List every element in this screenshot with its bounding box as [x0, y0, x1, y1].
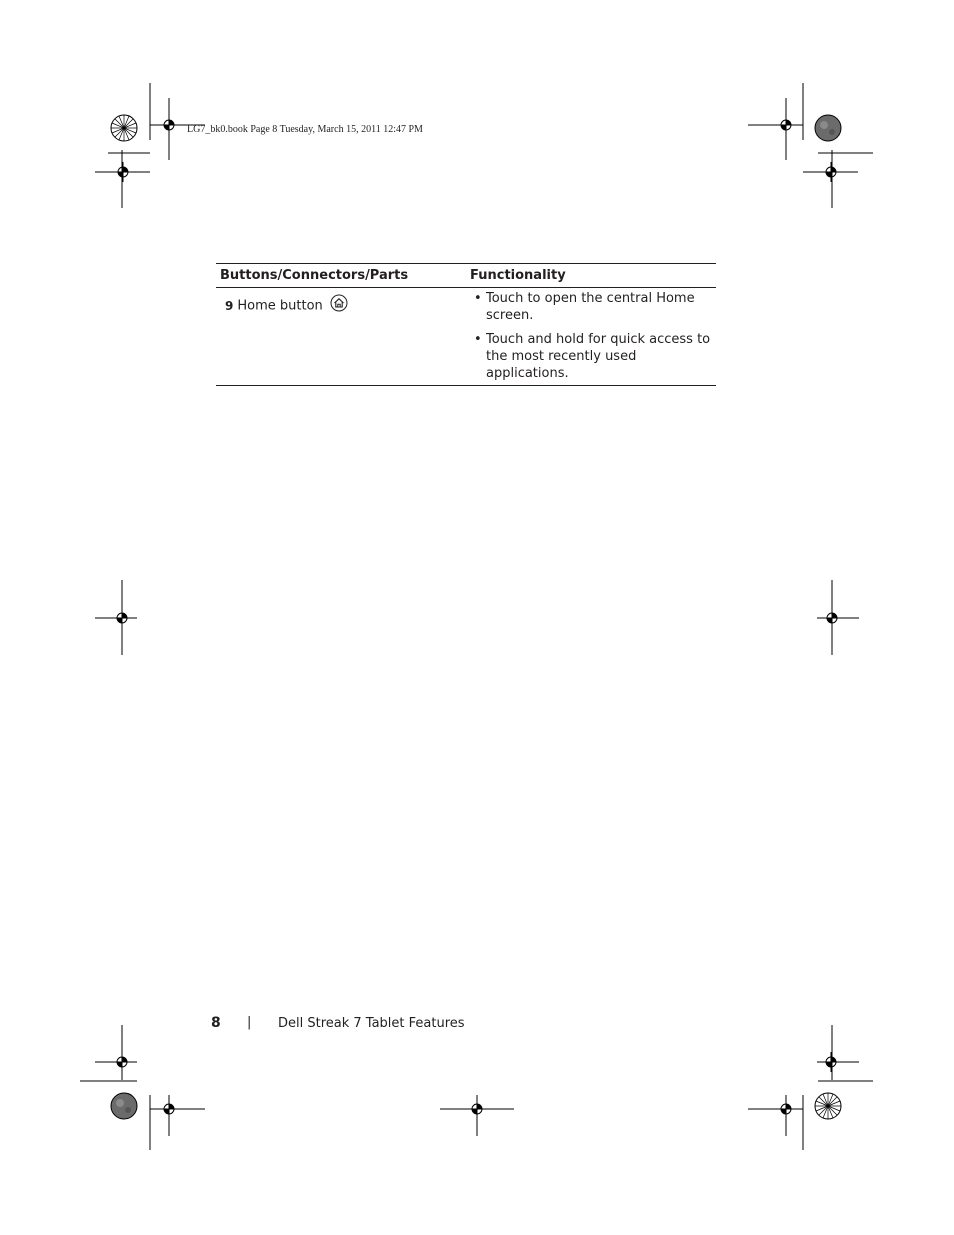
list-item	[466, 290, 716, 324]
slug-line: LG7_bk0.book Page 8 Tuesday, March 15, 2011 12:47 PM	[187, 124, 423, 135]
functionality-cell	[466, 288, 716, 385]
function-text: Touch to open the central Home screen.	[486, 291, 695, 323]
features-table	[216, 263, 716, 386]
home-icon	[330, 294, 348, 316]
section-title: Dell Streak 7 Tablet Features	[278, 1016, 465, 1031]
page-number: 8	[211, 1015, 221, 1031]
part-number: 9	[225, 298, 234, 313]
bullet-icon: •	[474, 332, 482, 347]
header-functionality: Functionality	[470, 268, 566, 283]
table-row	[216, 288, 716, 386]
page-footer	[211, 1015, 465, 1031]
list-item	[466, 331, 716, 382]
header-parts: Buttons/Connectors/Parts	[220, 268, 409, 283]
function-text: Touch and hold for quick access to the most recently used applications.	[486, 332, 711, 381]
table-header	[216, 263, 716, 288]
part-name: Home button	[237, 298, 323, 314]
footer-separator: |	[247, 1015, 252, 1030]
bullet-icon: •	[474, 291, 482, 306]
